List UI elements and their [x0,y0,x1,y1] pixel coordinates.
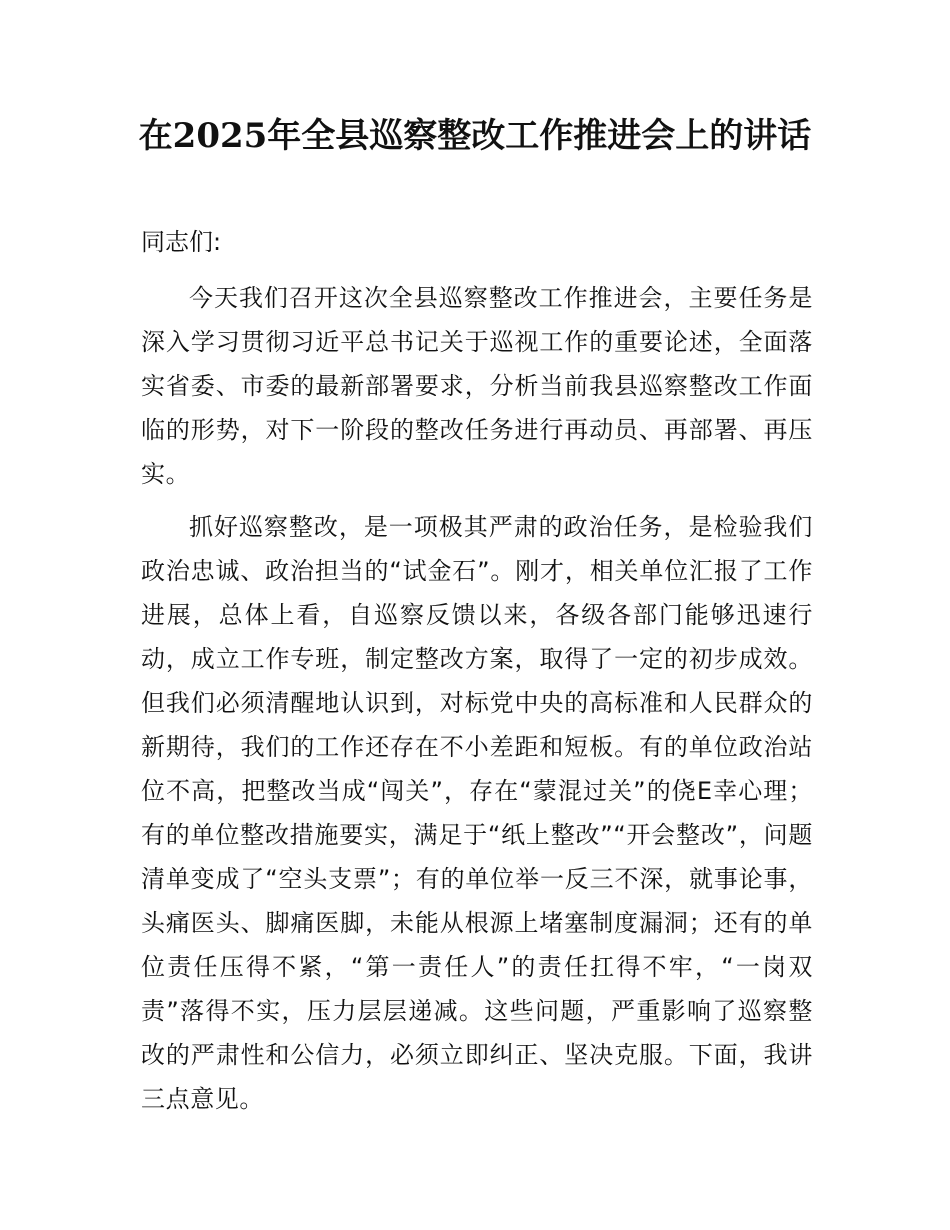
paragraph-opening: 今天我们召开这次全县巡察整改工作推进会，主要任务是深入学习贯彻习近平总书记关于巡视工作的重要论述，全面落实省委、市委的最新部署要求，分析当前我县巡察整改工作面临的形势，对下一阶段的整改任务进行再动员、再部署、再压实。 [141,284,813,488]
paragraph-problems: 抓好巡察整改，是一项极其严肃的政治任务，是检验我们政治忠诚、政治担当的“试金石”。刚才，相关单位汇报了工作进展，总体上看，自巡察反馈以来，各级各部门能够迅速行动，成立工作专班，制定整改方案，取得了一定的初步成效。但我们必须清醒地认识到，对标党中央的高标准和人民群众的新期待，我们的工作还存在不小差距和短板。有的单位政治站位不高，把整改当成“闯关”，存在“蒙混过关”的侥E幸心理；有的单位整改措施要实，满足于“纸上整改”“开会整改”，问题清单变成了“空头支票”；有的单位举一反三不深，就事论事，头痛医头、脚痛医脚，未能从根源上堵塞制度漏洞；还有的单位责任压得不紧，“第一责任人”的责任扛得不牢，“一岗双责”落得不实，压力层层递减。这些问题，严重影响了巡察整改的严肃性和公信力，必须立即纠正、坚决克服。下面，我讲三点意见。 [141,513,813,1113]
document-title: 在2025年全县巡察整改工作推进会上的讲话 [138,116,812,156]
salutation: 同志们: [141,228,222,256]
